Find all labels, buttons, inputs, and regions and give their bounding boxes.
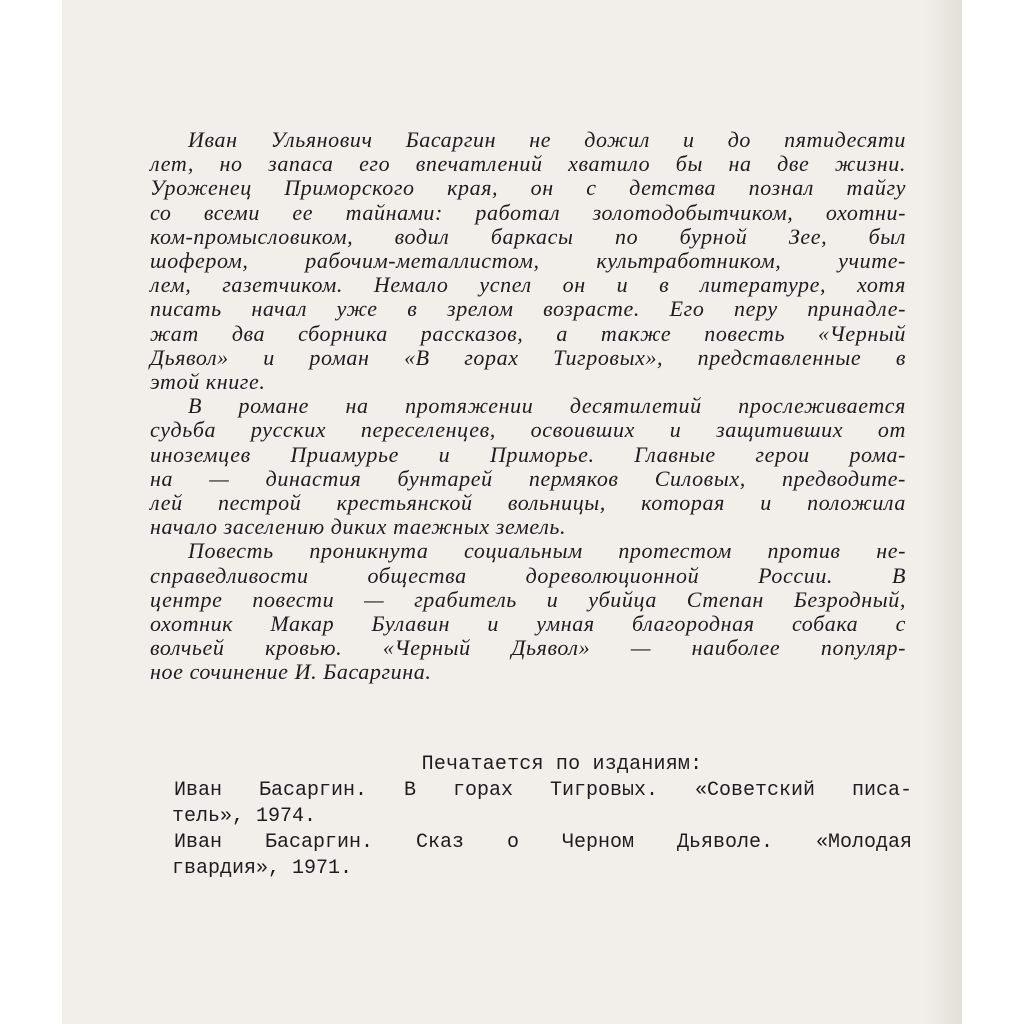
annotation-line: волчьей кровью. «Черный Дьявол» — наиболее популяр- [150, 635, 906, 661]
annotation-line: шофером, рабочим-металлистом, культработником, учите- [150, 248, 906, 274]
annotation-text [150, 128, 906, 685]
annotation-line: В романе на протяжении десятилетий прослеживается [188, 393, 906, 419]
annotation-line: лем, газетчиком. Немало успел он и в литературе, хотя [150, 272, 906, 298]
publication-line: Иван Басаргин. В горах Тигровых. «Советский писа- [174, 779, 912, 802]
annotation-line: судьба русских переселенцев, освоивших и защитивших от [150, 417, 906, 443]
annotation-line: Повесть проникнута социальным протестом против не- [188, 538, 906, 564]
publications-heading: Печатается по изданиям: [421, 753, 703, 776]
annotation-line: жат два сборника рассказов, а также повесть «Черный [150, 320, 906, 346]
annotation-line: иноземцев Приамурье и Приморье. Главные герои рома- [150, 441, 906, 467]
annotation-line: со всеми ее тайнами: работал золотодобытчиком, охотни- [150, 199, 906, 225]
annotation-line: на — династия бунтарей пермяков Силовых, предводите- [150, 465, 906, 491]
book-page [62, 0, 962, 1024]
annotation-line: центре повести — грабитель и убийца Степан Безродный, [150, 586, 906, 612]
annotation-line: ком-промысловиком, водил баркасы по бурной Зее, был [150, 223, 906, 249]
annotation-line: Иван Ульянович Басаргин не дожил и до пятидесяти [188, 127, 906, 152]
annotation-line: писать начал уже в зрелом возрасте. Его перу принадле- [150, 296, 906, 322]
annotation-line: этой книге. [150, 369, 266, 395]
publication-line: тель», 1974. [172, 805, 317, 828]
annotation-line: Дьявол» и роман «В горах Тигровых», представленные в [150, 344, 906, 370]
annotation-line: охотник Макар Булавин и умная благородная собака с [150, 611, 906, 637]
publication-notes [172, 752, 912, 882]
annotation-line: справедливости общества дореволюционной России. В [150, 562, 906, 588]
annotation-line: Уроженец Приморского края, он с детства познал тайгу [150, 175, 906, 201]
annotation-line: лет, но запаса его впечатлений хватило бы на две жизни. [150, 151, 906, 177]
publication-line: гвардия», 1971. [172, 857, 353, 880]
annotation-line: начало заселению диких таежных земель. [150, 514, 567, 540]
annotation-line: ное сочинение И. Басаргина. [150, 659, 432, 685]
page-edge-shadow [922, 0, 962, 1024]
annotation-line: лей пестрой крестьянской вольницы, которая и положила [150, 490, 906, 516]
publication-line: Иван Басаргин. Сказ о Черном Дьяволе. «Молодая [174, 831, 912, 854]
